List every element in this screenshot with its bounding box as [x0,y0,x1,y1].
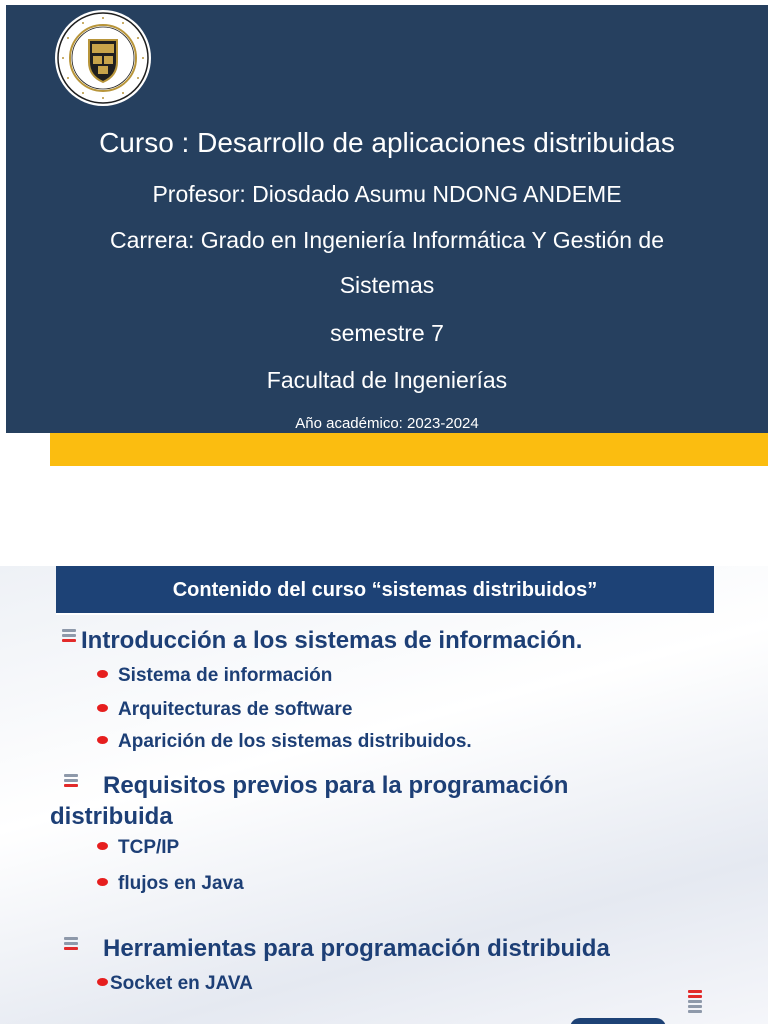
topic-2-line-2: distribuida [50,803,173,830]
list-item [97,836,179,860]
course-title: Curso : Desarrollo de aplicaciones distribuidas [99,127,675,158]
red-bullet-icon [97,842,108,850]
red-bullet-icon [97,670,108,678]
list-item [97,664,332,688]
list-item [97,698,352,722]
title-slide [6,5,768,433]
topic-3: Herramientas para programación distribuida [103,935,610,962]
list-item [97,872,244,896]
slide-nav-button [570,1018,666,1024]
academic-year: Año académico: 2023-2024 [295,415,479,432]
list-item-label: Socket en JAVA [110,973,253,994]
faculty: Facultad de Ingenierías [266,367,508,393]
red-bullet-icon [97,704,108,712]
red-bullet-icon [97,878,108,886]
stack-bullet-icon [64,937,78,952]
list-item [97,730,472,754]
list-item-label: Aparición de los sistemas distribuidos. [118,731,472,752]
topic-2-line-1: Requisitos previos para la programación [103,772,569,799]
list-item-label: Sistema de información [118,665,333,686]
contents-header: Contenido del curso “sistemas distribuidos” [56,566,714,613]
red-bullet-icon [97,978,108,986]
semester: semestre 7 [330,320,444,346]
university-seal-logo [53,8,153,108]
topic-1: Introducción a los sistemas de información. [81,627,583,654]
list-item-label: Arquitecturas de software [118,699,353,720]
stack-bullet-icon [64,774,78,789]
list-item-label: flujos en Java [118,873,244,894]
header-rule [56,613,688,615]
career-line-1: Carrera: Grado en Ingeniería Informática Y Gestión de [109,227,664,253]
list-item-label: TCP/IP [118,837,180,858]
professor-name: Profesor: Diosdado Asumu NDONG ANDEME [152,181,622,207]
list-item [97,972,253,996]
stack-bullet-icon [62,629,76,644]
gold-accent-bar [50,433,768,466]
red-bullet-icon [97,736,108,744]
career-line-2: Sistemas [339,272,435,298]
contents-slide [0,566,768,1024]
stack-bullet-icon [688,990,702,1015]
